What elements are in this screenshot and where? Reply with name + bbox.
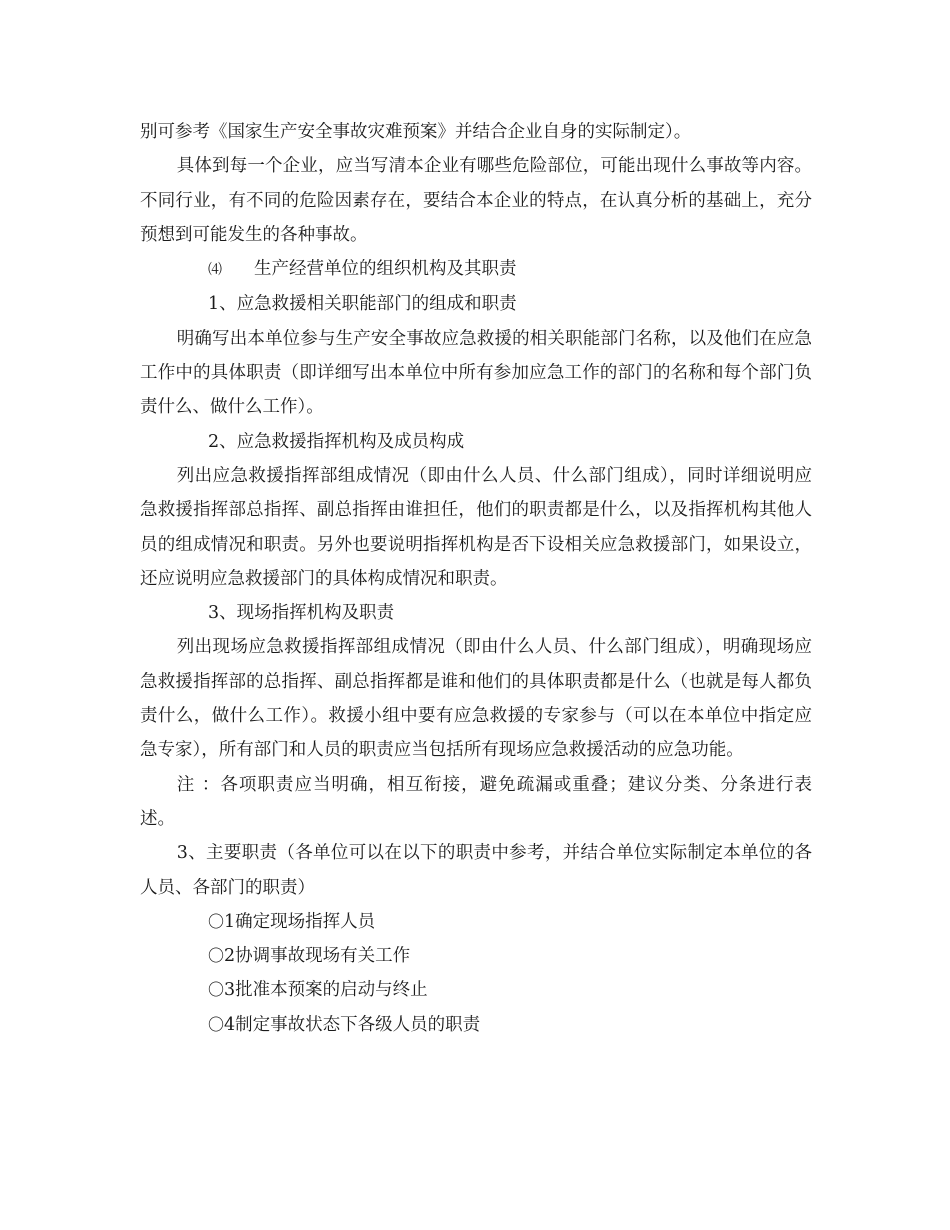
list-item (140, 939, 812, 973)
list-item (140, 905, 812, 939)
circle-bullet-icon: 〇 (208, 911, 225, 931)
paragraph-field-command: 列出现场应急救援指挥部组成情况（即由什么人员、什么部门组成），明确现场应急救援指挥部的总指挥、副总指挥都是谁和他们的具体职责都是什么（也就是每人都负责什么，做什么工作）。救援小组中要有应急救援的专家参与（可以在本单位中指定应急专家），所有部门和人员的职责应当包括所有现场应急救援活动的应急功能。 (140, 637, 812, 761)
list-item (140, 1008, 812, 1042)
list-item-text: 4制定事故状态下各级人员的职责 (224, 1014, 481, 1035)
list-item-text: 2协调事故现场有关工作 (224, 946, 411, 967)
circle-bullet-icon: 〇 (208, 946, 225, 966)
paragraph-main-duties: 3、主要职责（各单位可以在以下的职责中参考，并结合单位实际制定本单位的各人员、各部门的职责） (140, 843, 812, 898)
subheading-departments: 1、应急救援相关职能部门的组成和职责 (208, 294, 517, 315)
section-heading-organization (140, 252, 812, 287)
subheading-command-structure: 2、应急救援指挥机构及成员构成 (208, 431, 465, 452)
section-number: ⑷ (208, 262, 222, 279)
list-item-text: 3批准本预案的启动与终止 (224, 980, 428, 1001)
list-item-text: 1确定现场指挥人员 (224, 911, 376, 932)
paragraph-hazard-description: 具体到每一个企业，应当写清本企业有哪些危险部位，可能出现什么事故等内容。不同行业，有不同的危险因素存在，要结合本企业的特点，在认真分析的基础上，充分预想到可能发生的各种事故。 (140, 156, 812, 245)
paragraph-command-structure: 列出应急救援指挥部组成情况（即由什么人员、什么部门组成），同时详细说明应急救援指挥部总指挥、副总指挥由谁担任，他们的职责都是什么，以及指挥机构其他人员的组成情况和职责。另外也要说明指挥机构是否下设相关应急救援部门，如果设立，还应说明应急救援部门的具体构成情况和职责。 (140, 465, 812, 589)
paragraph-note: 注 ：各项职责应当明确，相互衔接，避免疏漏或重叠；建议分类、分条进行表述。 (140, 774, 812, 829)
circle-bullet-icon: 〇 (208, 980, 225, 1000)
document-body (140, 115, 812, 1042)
paragraph-continuation: 别可参考《国家生产安全事故灾难预案》并结合企业自身的实际制定）。 (140, 122, 692, 142)
circle-bullet-icon: 〇 (208, 1014, 225, 1034)
subheading-field-command: 3、现场指挥机构及职责 (208, 603, 395, 624)
paragraph-departments: 明确写出本单位参与生产安全事故应急救援的相关职能部门名称，以及他们在应急工作中的具体职责（即详细写出本单位中所有参加应急工作的部门的名称和每个部门负责什么、做什么工作）。 (140, 328, 812, 418)
list-item (140, 973, 812, 1007)
section-heading-text: 生产经营单位的组织机构及其职责 (254, 259, 517, 280)
